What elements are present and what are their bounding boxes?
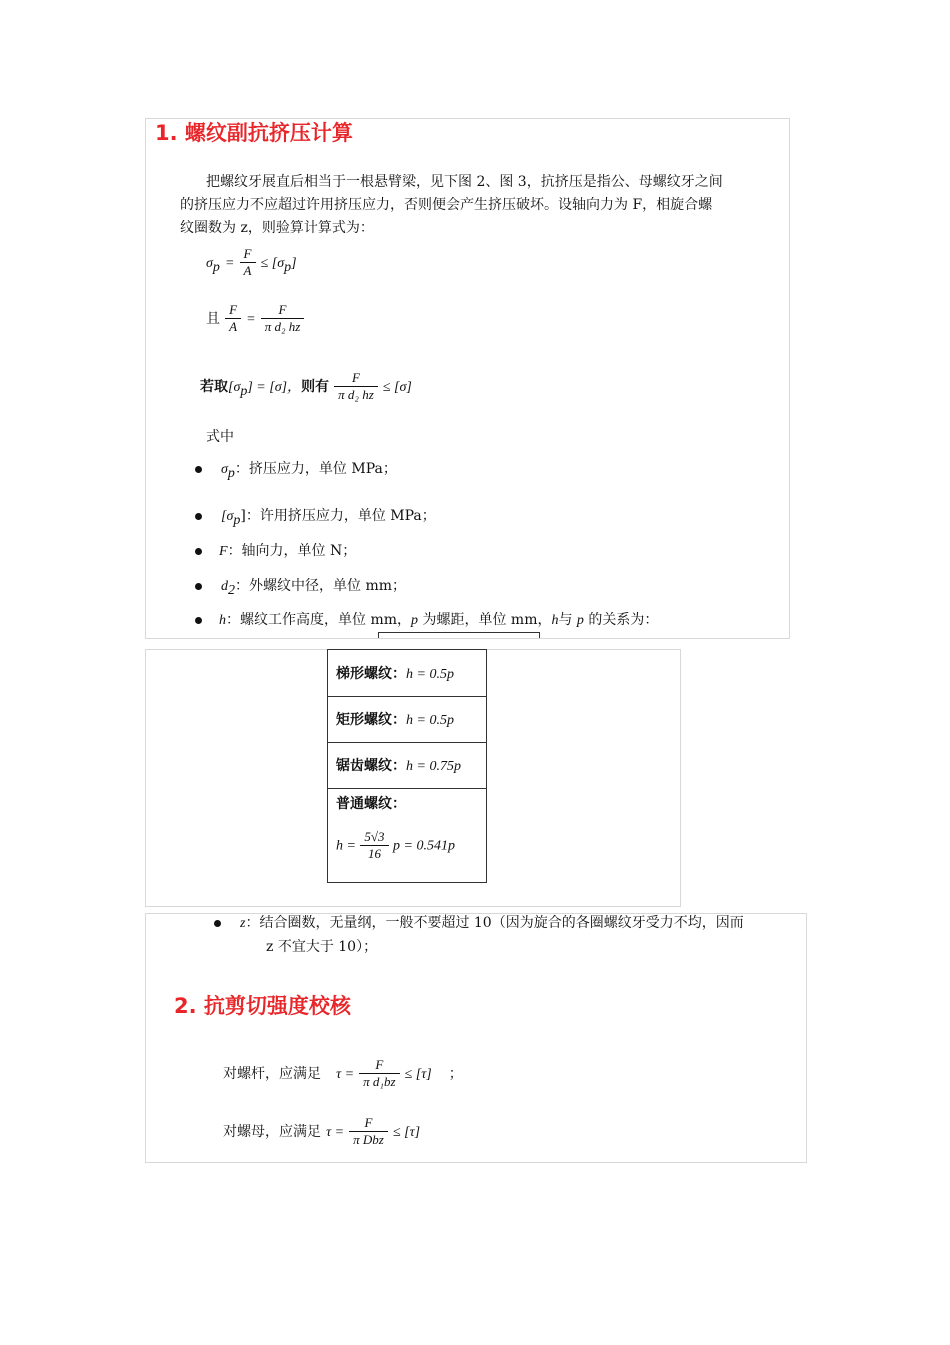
fraction: $\frac{F}{\text{π Dbz}}$ (349, 1115, 388, 1148)
bullet (195, 466, 202, 473)
bullet-item-6: z：结合圈数，无量纲，一般不要超过 10（因为旋合的各圈螺纹牙受力不均，因而 (240, 915, 744, 931)
bullet (195, 583, 202, 590)
fraction: $\frac{F}{\text{π d₁bz}}$ (359, 1057, 399, 1090)
fraction: $\frac{5√3}{16}$ (360, 829, 388, 862)
section1-heading: 1. 螺纹副抗挤压计算 (155, 121, 353, 145)
bullet-item-2: $[\sigma_p]$：许用挤压应力，单位 MPa； (221, 508, 436, 528)
bullet-item-3: F：轴向力，单位 N； (219, 543, 357, 559)
bullet (195, 513, 202, 520)
table-row-4: 普通螺纹： h = $\frac{5√3}{16}$ p = 0.541p (327, 788, 487, 883)
equation-2: 且 $\frac{F}{A}$ = $\frac{F}{\text{π d₂ hz}}$ (206, 302, 304, 335)
bullet-item-4: $d_2$：外螺纹中径，单位 mm； (221, 578, 407, 598)
intro-line-1: 把螺纹牙展直后相当于一根悬臂梁，见下图 2、图 3，抗挤压是指公、母螺纹牙之间 (206, 174, 723, 190)
table-row-2: 矩形螺纹：h = 0.5p (327, 696, 487, 743)
table-row-3: 锯齿螺纹：h = 0.75p (327, 742, 487, 789)
bullet (214, 920, 221, 927)
equation-3: 若取$[\sigma_p] = [\sigma]$，则有 $\frac{F}{\text{π d₂ hz}}$ ≤ [σ] (200, 370, 412, 402)
fraction: $\frac{F}{\text{π d₂ hz}}$ (334, 370, 378, 403)
bullet-item-1: $\sigma_p$：挤压应力，单位 MPa； (221, 461, 397, 481)
table-top-edge (378, 632, 540, 638)
bullet-item-5: h：螺纹工作高度，单位 mm，p 为螺距，单位 mm，h与 p 的关系为： (219, 612, 659, 628)
where-label: 式中 (206, 429, 234, 445)
bullet (195, 617, 202, 624)
fraction: $\frac{F}{A}$ (240, 246, 256, 279)
fraction: $\frac{F}{A}$ (225, 302, 241, 335)
intro-line-3: 纹圈数为 z，则验算计算式为： (180, 220, 374, 236)
fraction: $\frac{F}{\text{π d₂ hz}}$ (261, 302, 305, 335)
shear-equation-bolt: 对螺杆，应满足 τ = $\frac{F}{\text{π d₁bz}}$ ≤ [τ] ； (223, 1057, 463, 1089)
bullet-item-6-cont: z 不宜大于 10）； (266, 939, 378, 955)
bullet (195, 548, 202, 555)
intro-line-2: 的挤压应力不应超过许用挤压应力，否则便会产生挤压破坏。设轴向力为 F，相旋合螺 (180, 197, 713, 213)
equation-1: $\sigma_p$ = $\frac{F}{A}$ ≤ $[\sigma_p]$ (206, 246, 297, 278)
section2-heading: 2. 抗剪切强度校核 (174, 994, 351, 1018)
table-row-1: 梯形螺纹：h = 0.5p (327, 649, 487, 697)
shear-equation-nut: 对螺母，应满足 τ = $\frac{F}{\text{π Dbz}}$ ≤ [τ] (223, 1115, 421, 1147)
